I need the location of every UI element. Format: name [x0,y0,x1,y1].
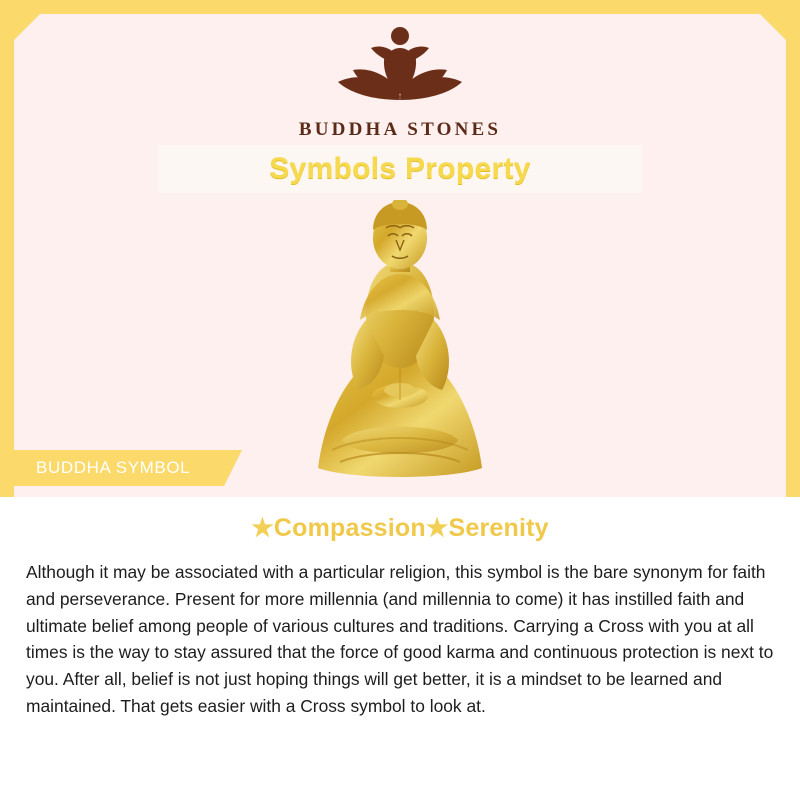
star-icon-left: ★ [251,514,274,542]
content-subtitle [0,513,800,543]
subtitle-word-compassion: Compassion [273,514,426,542]
star-icon-right: ★ [425,514,449,542]
section-ribbon [14,450,224,486]
lotus-meditation-figure-icon [0,22,800,117]
brand-name: BUDDHA STONES [298,119,502,140]
subtitle-word-serenity: Serenity [448,514,549,542]
content-paragraph: Although it may be associated with a particular religion, this symbol is the bare synonym for faith and perseverance. Present for more millennia (and millennia to come) it has instilled faith and ultimate belief among people of various cultures and traditions. Carrying a Cross with you at all times is the way to stay assured that the force of good karma and continuous protection is next to you. After all, belief is not just hoping things will get better, it is a mindset to be learned and maintained. That gets easier with a Cross symbol to look at. [26,562,774,716]
frame-top-bar [0,0,800,14]
title-band [158,145,642,193]
seated-buddha-illustration [280,200,520,490]
page-title: Symbols Property [269,152,531,185]
content-panel [0,497,800,800]
brand-header [0,22,800,141]
ribbon-label: BUDDHA SYMBOL [36,458,191,477]
